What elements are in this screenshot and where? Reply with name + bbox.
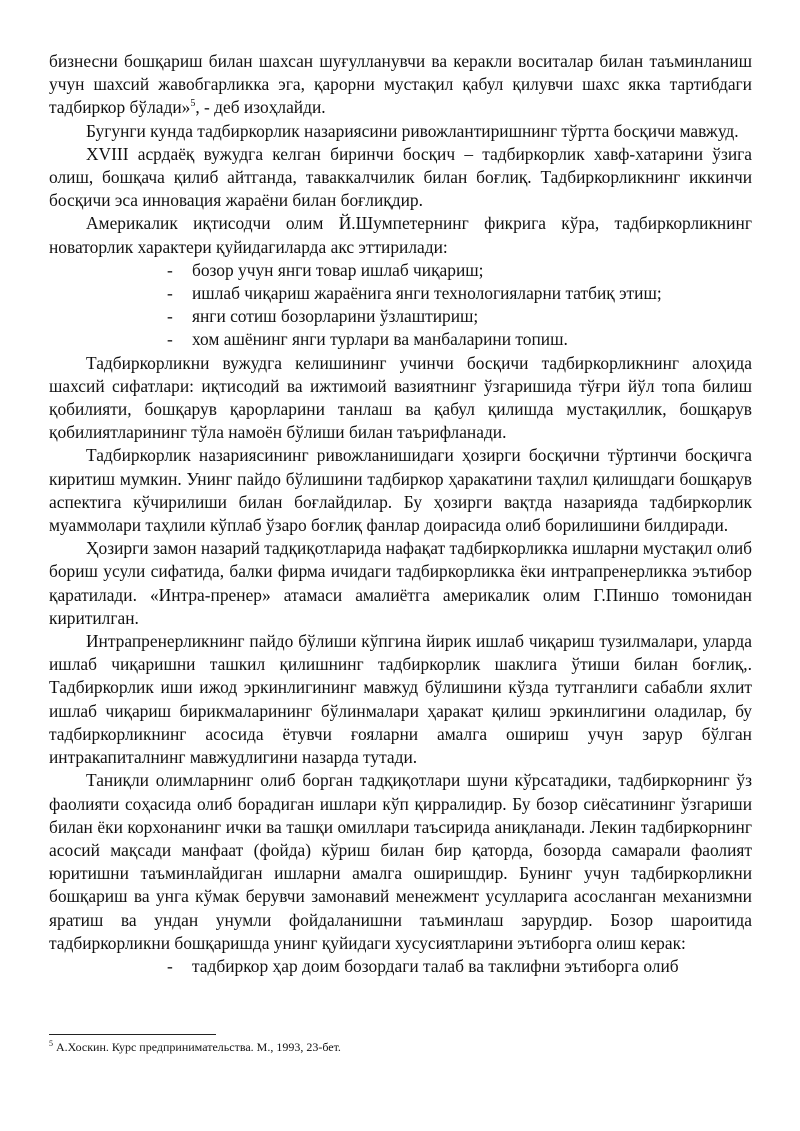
list-item bbox=[167, 305, 752, 328]
paragraph-intrapreneurship: Ҳозирги замон назарий тадқиқотларида нафақат тадбиркорликка ишларни мустақил олиб бориш усули сифатида, балки фирма ичидаги тадбиркорликка ёки интрапренерликка эътибор қаратилади. «Интра-пренер» атамаси амалиётга америкалик олим Г.Пиншо томонидан киритилган. bbox=[49, 538, 752, 628]
dash-marker: - bbox=[167, 306, 173, 327]
list-item-text: ишлаб чиқариш жараёнига янги технологияларни татбиқ этиш; bbox=[192, 283, 662, 304]
footnote-text: А.Хоскин. Курс предпринимательства. М., 1993, 23-бет. bbox=[53, 1040, 341, 1054]
paragraph-third-stage: Тадбиркорликни вужудга келишининг учинчи босқичи тадбиркорликнинг алоҳида шахсий сифатлари: иқтисодий ва ижтимоий вазиятнинг ўзгаришида тўғри йўл топа билиш қобилияти, бошқарув қарорларини танлаш ва қабул қилишда мустақиллик, бошқарув қобилиятларининг тўла намоён бўлиши билан таърифланади. bbox=[49, 352, 752, 443]
list-item-text: бозор учун янги товар ишлаб чиқариш; bbox=[192, 259, 484, 280]
paragraph-text: бизнесни бошқариш билан шахсан шуғулланувчи ва керакли воситалар билан таъминланиш учун шахсий жавобгарликка эга, қарорни мустақил қабул қилувчи шахс якка тартибдаги тадбиркор бўлади» bbox=[49, 51, 752, 118]
footnote-separator bbox=[49, 1034, 216, 1035]
dash-marker: - bbox=[167, 329, 173, 350]
innovation-list bbox=[49, 259, 752, 352]
footnote-number: 5 bbox=[49, 1039, 53, 1048]
list-item bbox=[167, 955, 752, 978]
paragraph-research: Таниқли олимларнинг олиб борган тадқиқотлари шуни кўрсатадики, тадбиркорнинг ўз фаолияти соҳасида олиб борадиган ишлари кўп қирралидир. Бу бозор сиёсатининг ўзгариши билан ёки корхонанинг ички ва ташқи омиллари таъсирида аниқланади. Лекин тадбиркорнинг асосий мақсади манфаат (фойда) кўриш билан бир қаторда, бозорда самарали фаолият юритишни таъминлайдиган ишларни амалга оширишдир. Бунинг учун тадбиркорликни бошқариш ва унга кўмак берувчи замонавий менежмент усулларига асосланган механизмни яратиш ва ундан унумли фойдаланишни таъминлаш зарурдир. Бозор шароитида тадбиркорликни бошқаришда унинг қуйидаги хусусиятларини эътиборга олиш керак: bbox=[49, 770, 752, 953]
list-item bbox=[167, 259, 752, 282]
management-list bbox=[49, 955, 752, 978]
footnote-reference: 5 bbox=[190, 98, 196, 110]
dash-marker: - bbox=[167, 259, 173, 280]
paragraph-fourth-stage: Тадбиркорлик назариясининг ривожланишидаги ҳозирги босқични тўртинчи босқичга киритиш мумкин. Унинг пайдо бўлишини тадбиркор ҳаракатини таҳлил қилишдаги бошқарув аспектига кўчирилиши билан боғлайдилар. Бу ҳозирги вақтда назарияда тадбиркорлик муаммолари таҳлили кўплаб ўзаро боғлиқ фанлар доирасида олиб борилишини билдиради. bbox=[49, 445, 752, 536]
list-item-text: янги сотиш бозорларини ўзлаштириш; bbox=[192, 306, 479, 327]
list-item-text: хом ашёнинг янги турлари ва манбаларини топиш. bbox=[192, 329, 568, 350]
list-item bbox=[167, 282, 752, 305]
paragraph-text-tail: , - деб изоҳлайди. bbox=[195, 97, 326, 118]
document-page bbox=[49, 50, 752, 978]
footnote bbox=[49, 1040, 752, 1055]
dash-marker: - bbox=[167, 955, 173, 976]
list-item bbox=[167, 328, 752, 351]
paragraph-stages-intro: Бугунги кунда тадбиркорлик назариясини ривожлантиришнинг тўртта босқичи мавжуд. bbox=[86, 120, 739, 141]
paragraph-intrapreneurship-origin: Интрапренерликнинг пайдо бўлиши кўпгина йирик ишлаб чиқариш тузилмалари, уларда ишлаб чиқаришни ташкил қилишнинг тадбиркорлик шаклига ўтиши билан боғлиқ,. Тадбиркорлик иши ижод эркинлигининг мавжуд бўлишини кўзда тутганлиги сабабли яхлит ишлаб чиқариш бирикмаларининг бўлинмалари ҳаракат қилиш эркинлигини оладилар, бу тадбиркорликнинг асосида ётувчи ғояларни амалга ошириш учун зарур бўлган интракапиталнинг мавжудлигини назарда тутади. bbox=[49, 631, 752, 768]
paragraph-first-stage: XVIII асрдаёқ вужудга келган биринчи босқич – тадбиркорлик хавф-хатарини ўзига олиш, бошқача қилиб айтганда, таваккалчилик билан боғлиқ. Тадбиркорликнинг иккинчи босқичи эса инновация жараёни билан боғлиқдир. bbox=[49, 143, 752, 211]
list-item-text: тадбиркор ҳар доим бозордаги талаб ва таклифни эътиборга олиб bbox=[192, 955, 679, 976]
dash-marker: - bbox=[167, 283, 173, 304]
paragraph-quote-end bbox=[49, 50, 752, 120]
paragraph-schumpeter: Америкалик иқтисодчи олим Й.Шумпетернинг фикрига кўра, тадбиркорликнинг новаторлик характери қуйидагиларда акс эттирилади: bbox=[49, 213, 752, 257]
